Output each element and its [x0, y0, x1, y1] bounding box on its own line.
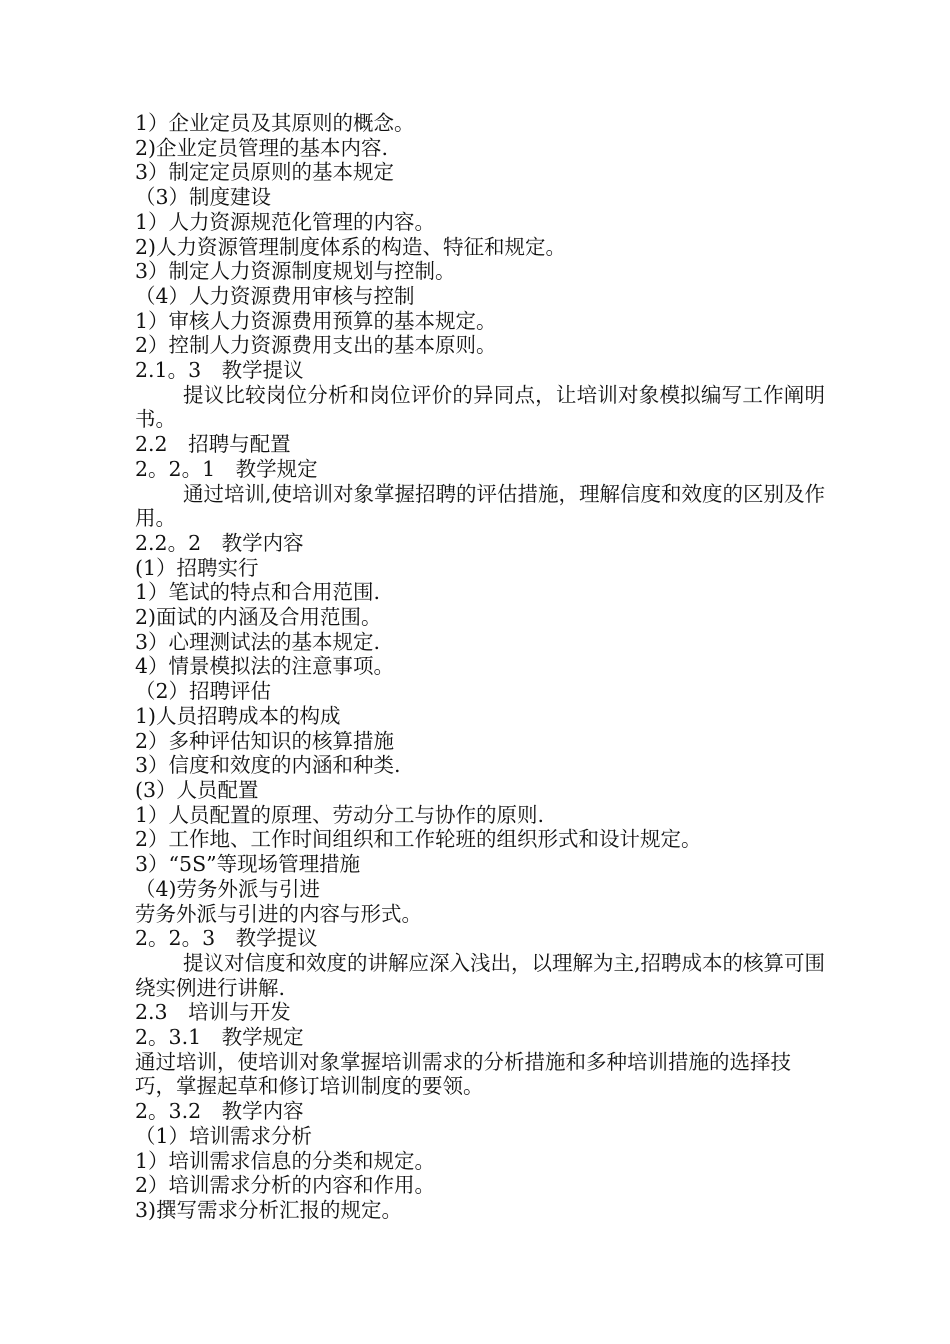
- section-heading: 2.3 培训与开发: [135, 1000, 291, 1025]
- subsection-heading: (1）招聘实行: [135, 555, 259, 580]
- list-item: 3）制定定员原则的基本规定: [135, 160, 395, 185]
- list-item: 1）企业定员及其原则的概念。: [135, 111, 415, 135]
- list-item: 1）笔试的特点和合用范围.: [135, 580, 381, 605]
- section-heading: 2.2 招聘与配置: [135, 432, 291, 457]
- document-page: [135, 111, 825, 1223]
- list-item: 1）人力资源规范化管理的内容。: [135, 209, 436, 234]
- paragraph: 提议对信度和效度的讲解应深入浅出，以理解为主,招聘成本的核算可围绕实例进行讲解.: [135, 950, 826, 1000]
- list-item: 2)企业定员管理的基本内容.: [135, 135, 389, 160]
- list-item: 劳务外派与引进的内容与形式。: [135, 901, 422, 926]
- subsection-heading: （4)劳务外派与引进: [135, 876, 321, 901]
- list-item: 2)面试的内涵及合用范围。: [135, 605, 382, 630]
- list-item: 3）制定人力资源制度规划与控制。: [135, 259, 456, 284]
- section-heading: 2。2。1 教学规定: [135, 456, 318, 481]
- list-item: 1）人员配置的原理、劳动分工与协作的原则.: [135, 802, 545, 827]
- list-item: 2）工作地、工作时间组织和工作轮班的组织形式和设计规定。: [135, 827, 702, 852]
- section-heading: 2.1。3 教学提议: [135, 358, 304, 383]
- section-heading: 2。3.2 教学内容: [135, 1099, 304, 1124]
- list-item: 3)撰写需求分析汇报的规定。: [135, 1197, 403, 1222]
- list-item: 1）培训需求信息的分类和规定。: [135, 1148, 436, 1173]
- paragraph: 通过培训,使培训对象掌握招聘的评估措施，理解信度和效度的区别及作用。: [135, 481, 826, 531]
- subsection-heading: （1）培训需求分析: [135, 1123, 313, 1148]
- list-item: 3）“5S”等现场管理措施: [135, 852, 361, 877]
- section-heading: 2.2。2 教学内容: [135, 530, 304, 555]
- list-item: 1)人员招聘成本的构成: [135, 703, 341, 728]
- list-item: 2）多种评估知识的核算措施: [135, 728, 395, 753]
- subsection-heading: （2）招聘评估: [135, 679, 272, 704]
- list-item: 4）情景模拟法的注意事项。: [135, 654, 395, 679]
- list-item: 3）心理测试法的基本规定.: [135, 629, 381, 654]
- section-heading: 2。3.1 教学规定: [135, 1025, 304, 1050]
- subsection-heading: （4）人力资源费用审核与控制: [135, 283, 415, 308]
- list-item: 3）信度和效度的内涵和种类.: [135, 753, 401, 778]
- section-heading: 2。2。3 教学提议: [135, 926, 318, 951]
- list-item: 2）控制人力资源费用支出的基本原则。: [135, 333, 497, 358]
- paragraph: 通过培训，使培训对象掌握培训需求的分析措施和多种培训措施的选择技巧，掌握起草和修订培训制度的要领。: [135, 1049, 791, 1099]
- list-item: 2)人力资源管理制度体系的构造、特征和规定。: [135, 234, 567, 259]
- list-item: 2）培训需求分析的内容和作用。: [135, 1173, 436, 1198]
- subsection-heading: （3）制度建设: [135, 185, 272, 210]
- list-item: 1）审核人力资源费用预算的基本规定。: [135, 308, 497, 333]
- paragraph: 提议比较岗位分析和岗位评价的异同点，让培训对象模拟编写工作阐明书。: [135, 382, 825, 432]
- subsection-heading: (3）人员配置: [135, 777, 259, 802]
